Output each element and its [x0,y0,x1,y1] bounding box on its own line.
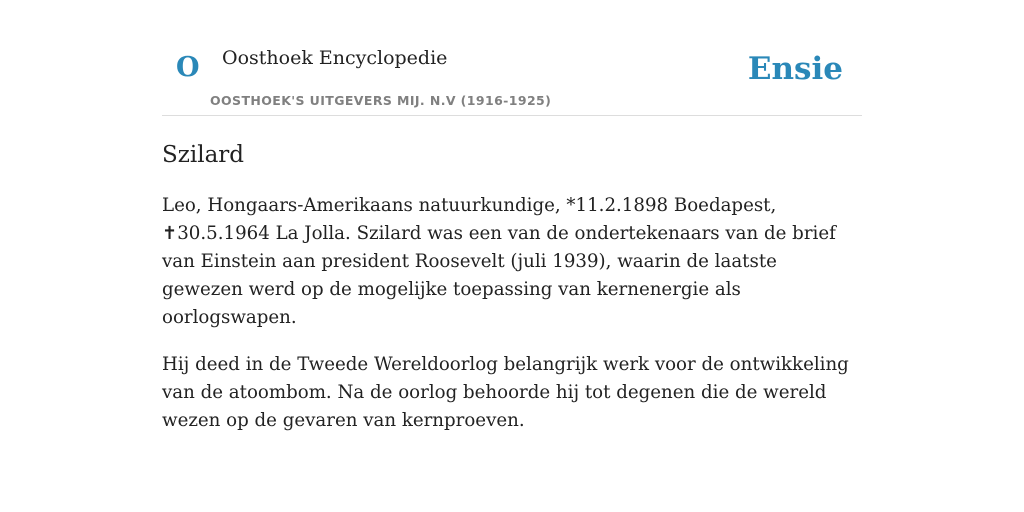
publisher-subtitle: OOSTHOEK'S UITGEVERS MIJ. N.V (1916-1925) [210,93,552,108]
page-container [162,0,862,431]
entry-paragraph: Leo, Hongaars-Amerikaans natuurkundige, *11.2.1898 Boedapest, ✝30.5.1964 La Jolla. Szilard was een van de ondertekenaars van de brief van Einstein aan president Roosevelt (juli 1939), waarin de laatste gewezen werd op de mogelijke toepassing van kernenergie als oorlogswapen. [162,195,836,328]
entry-title: Szilard [162,142,245,168]
entry-paragraph: Hij deed in de Tweede Wereldoorlog belangrijk werk voor de ontwikkeling van de atoombom. Na de oorlog behoorde hij tot degenen die de wereld wezen op de gevaren van kernproeven. [162,354,849,431]
site-title-link[interactable]: Oosthoek Encyclopedie [222,47,448,69]
logo-mark[interactable]: O [176,52,200,83]
brand-logo-link[interactable]: Ensie [747,51,843,87]
site-header [162,0,862,116]
entry-body [162,192,862,454]
